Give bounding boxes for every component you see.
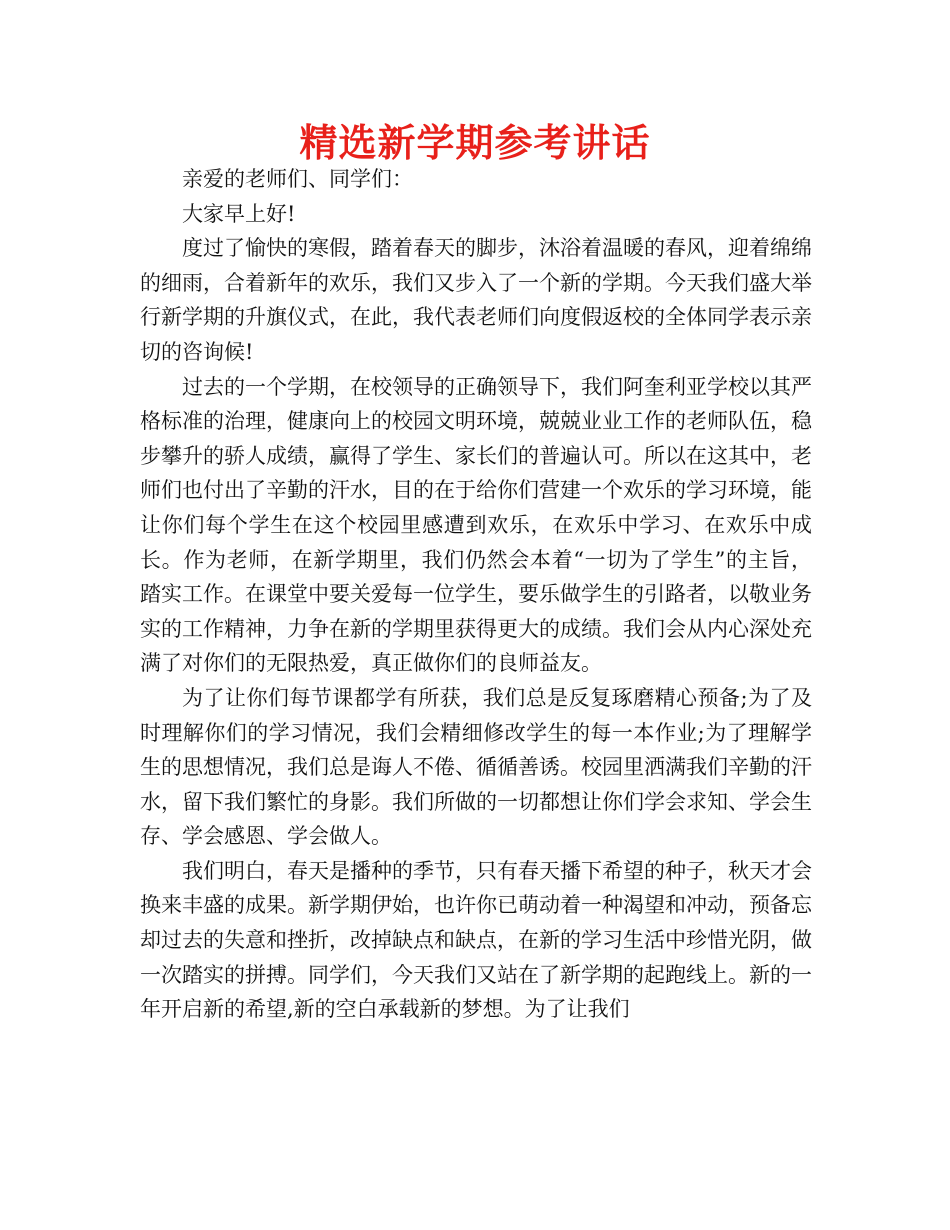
paragraph-past-semester: 过去的一个学期，在校领导的正确领导下，我们阿奎利亚学校以其严格标准的治理，健康向上的校园文明环境，兢兢业业工作的老师队伍，稳步攀升的骄人成绩，赢得了学生、家长们的普遍认可。所以在这其中，老师们也付出了辛勤的汗水，目的在于给你们营建一个欢乐的学习环境，能让你们每个学生在这个校园里感遭到欢乐，在欢乐中学习、在欢乐中成长。作为老师，在新学期里，我们仍然会本着“一切为了学生”的主旨，踏实工作。在课堂中要关爱每一位学生，要乐做学生的引路者，以敬业务实的工作精神，力争在新的学期里获得更大的成绩。我们会从内心深处充满了对你们的无限热爱，真正做你们的良师益友。 <box>140 374 812 676</box>
paragraph-teachers-effort: 为了让你们每节课都学有所获，我们总是反复琢磨精心预备;为了及时理解你们的学习情况，我们会精细修改学生的每一本作业;为了理解学生的思想情况，我们总是诲人不倦、循循善诱。校园里洒满我们辛勤的汗水，留下我们繁忙的身影。我们所做的一切都想让你们学会求知、学会生存、学会感恩、学会做人。 <box>140 685 812 849</box>
paragraph-morning: 大家早上好! <box>182 201 296 226</box>
paragraph-greeting: 亲爱的老师们、同学们： <box>182 167 413 191</box>
paragraph-intro: 度过了愉快的寒假，踏着春天的脚步，沐浴着温暖的春风，迎着绵绵的细雨，合着新年的欢乐，我们又步入了一个新的学期。今天我们盛大举行新学期的升旗仪式，在此，我代表老师们向度假返校的全体同学表示亲切的咨询候! <box>140 236 812 364</box>
document-title: 精选新学期参考讲话 <box>299 121 651 165</box>
paragraph-spring: 我们明白，春天是播种的季节，只有春天播下希望的种子，秋天才会换来丰盛的成果。新学期伊始，也许你已萌动着一种渴望和冲动，预备忘却过去的失意和挫折，改掉缺点和缺点，在新的学习生活中珍惜光阴，做一次踏实的拼搏。同学们，今天我们又站在了新学期的起跑线上。新的一年开启新的希望,新的空白承载新的梦想。为了让我们 <box>140 858 812 1022</box>
document-body <box>140 162 812 1027</box>
